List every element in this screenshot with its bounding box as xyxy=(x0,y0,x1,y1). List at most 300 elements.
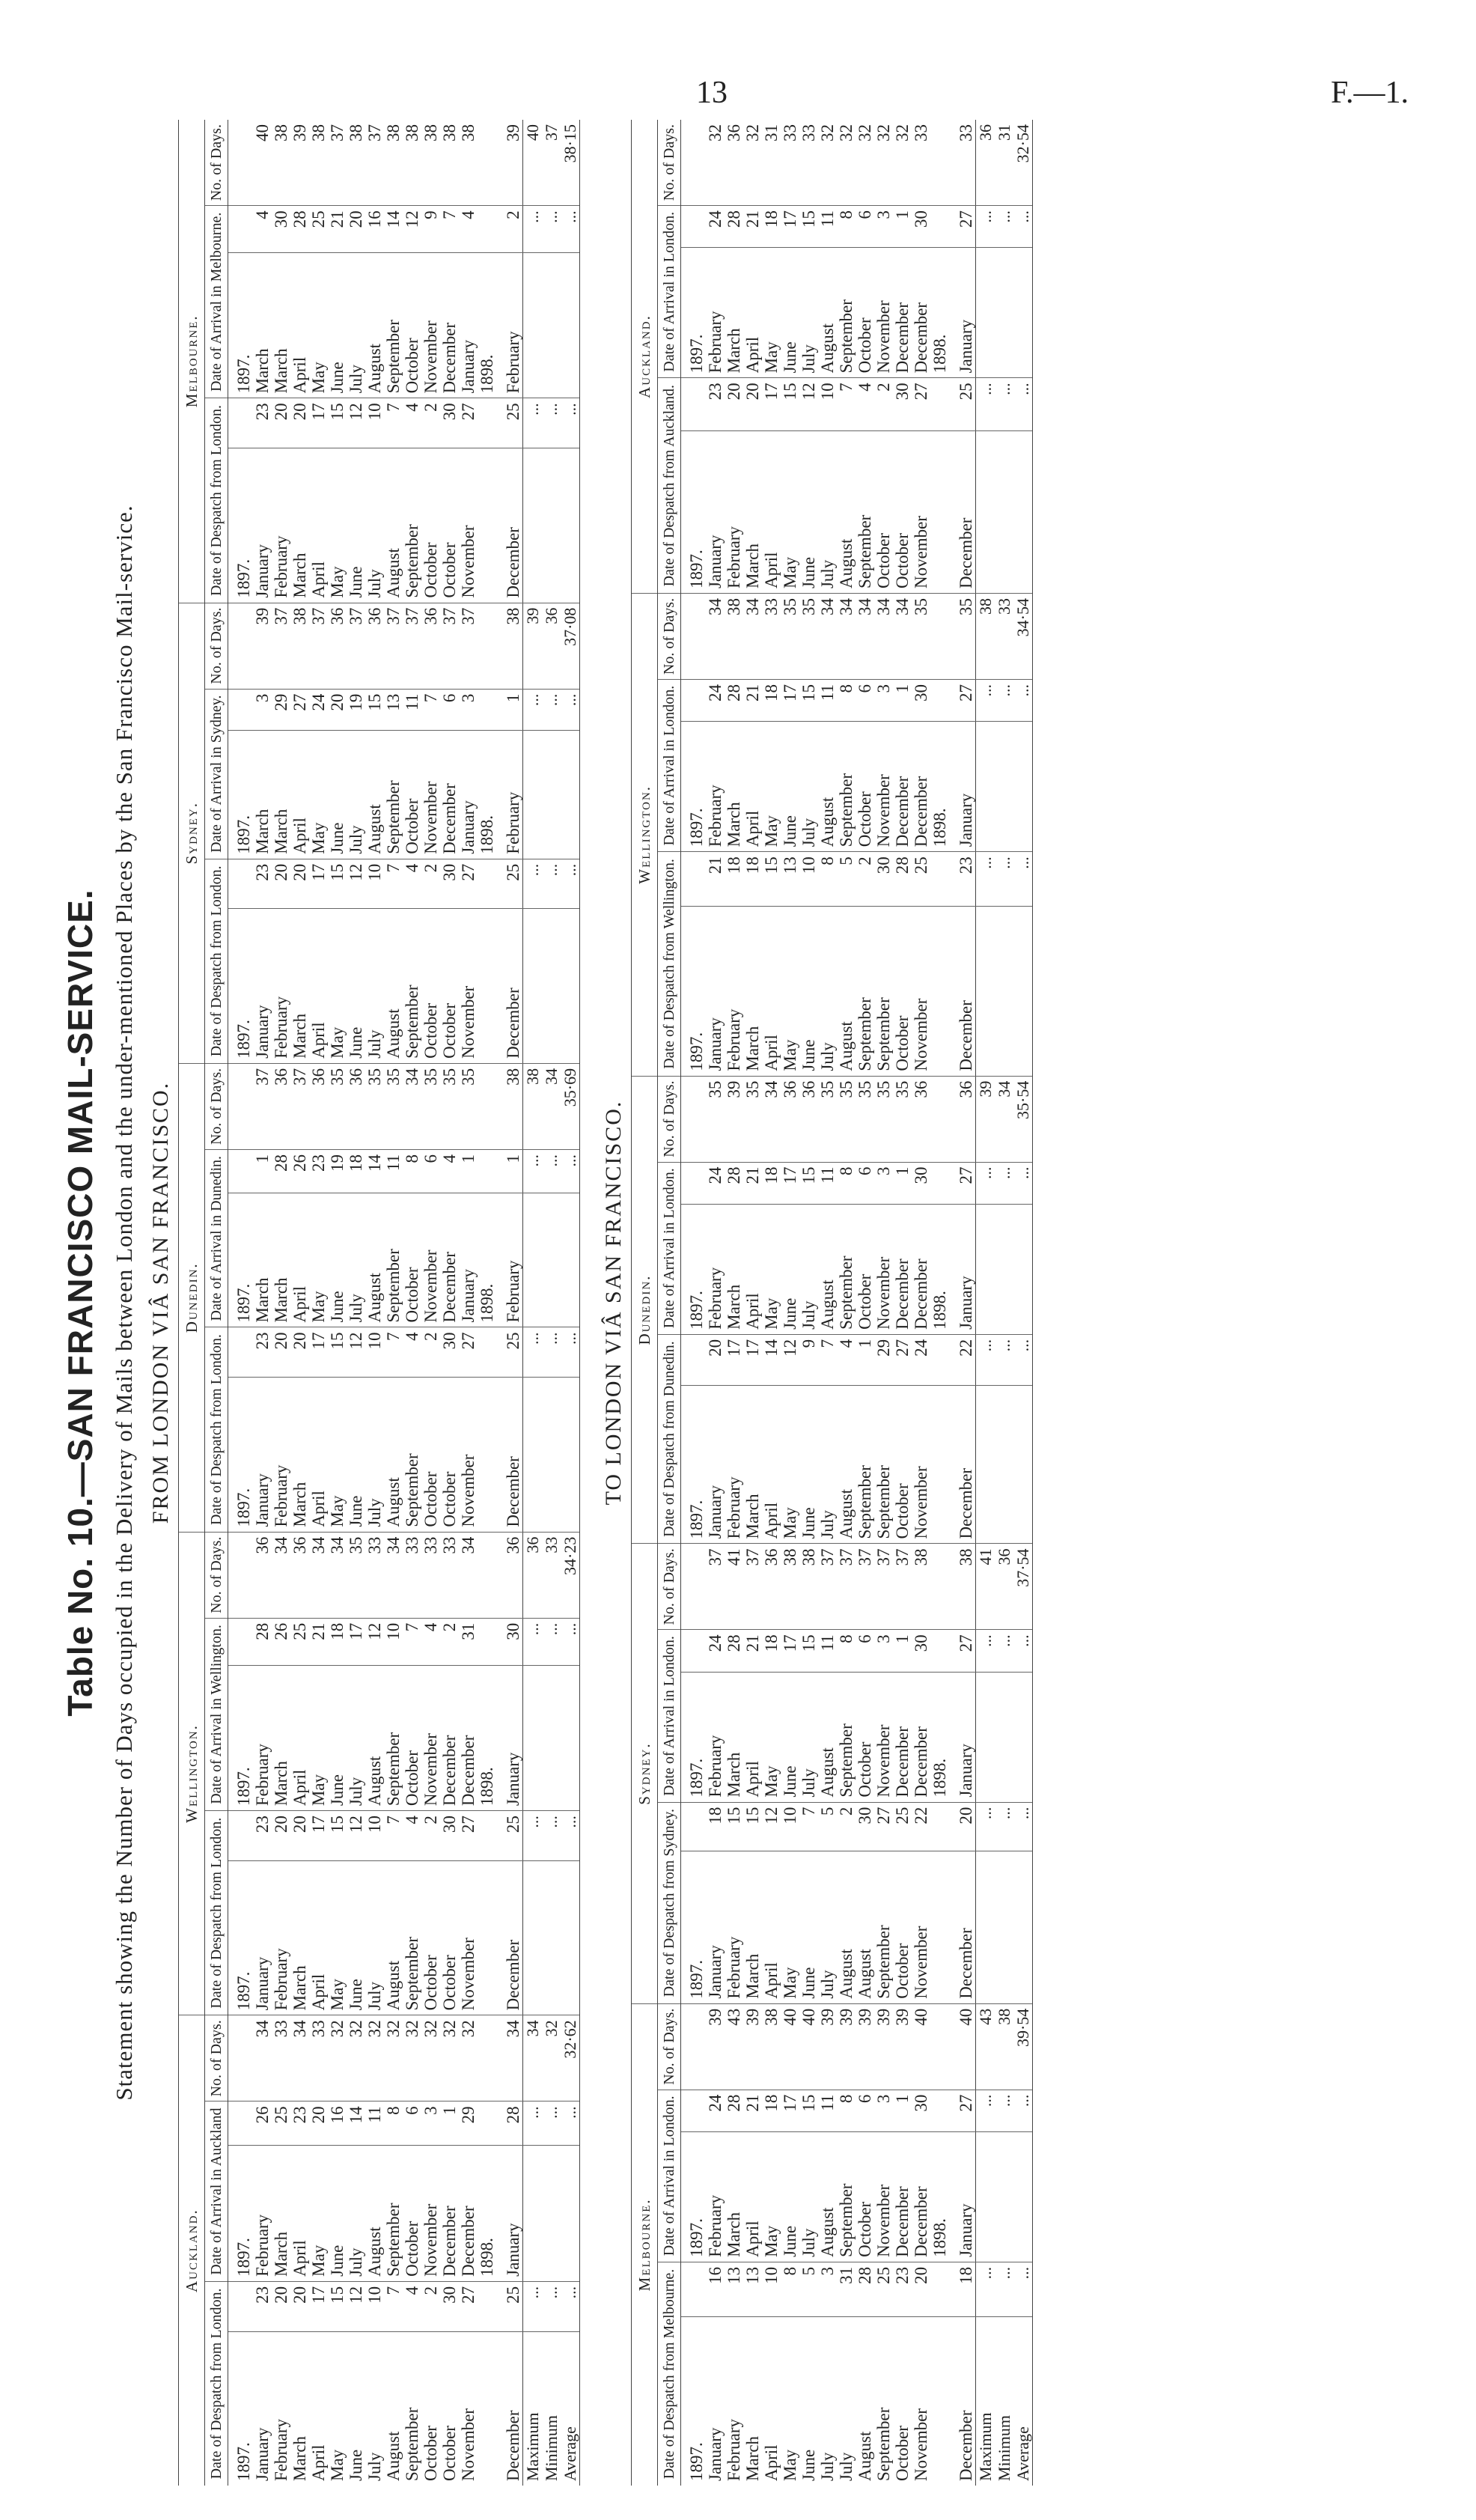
arrival-month: June xyxy=(328,253,347,398)
despatch-month: September xyxy=(403,909,421,1063)
despatch-month: June xyxy=(347,1860,365,2015)
stat-days: 34 xyxy=(523,2015,543,2101)
arrival-column-header: Date of Arrival in London. xyxy=(658,1162,681,1334)
arrival-month: July xyxy=(347,731,365,859)
arrival-month: July xyxy=(347,1193,365,1328)
despatch-month: January xyxy=(706,2427,725,2481)
days-count: 39 xyxy=(290,120,309,206)
despatch-day: 15 xyxy=(328,859,347,909)
arrival-day: 14 xyxy=(384,206,403,253)
arrival-month: June xyxy=(328,2146,347,2282)
stat-dots: ... xyxy=(542,1811,561,1861)
arrival-day: 18 xyxy=(762,206,781,248)
days-count: 34 xyxy=(272,1532,290,1618)
empty-cell xyxy=(561,1193,580,1328)
group-header-melbourne: Melbourne. xyxy=(179,120,205,603)
despatch-month: November xyxy=(459,1378,478,1532)
despatch-day: 17 xyxy=(743,1334,762,1385)
despatch-day: 4 xyxy=(837,1334,856,1385)
arrival-month: June xyxy=(781,1672,799,1802)
arrival-day: 3 xyxy=(421,2101,440,2146)
despatch-month: February xyxy=(725,430,743,593)
arrival-day: 24 xyxy=(309,689,328,730)
days-count: 35 xyxy=(421,1063,440,1149)
days-count: 34 xyxy=(893,594,912,680)
stat-days: 36 xyxy=(976,120,995,206)
days-count: 34 xyxy=(706,594,725,680)
arrival-month: August xyxy=(818,1204,837,1334)
stat-days: 34 xyxy=(542,1063,561,1149)
despatch-day: 10 xyxy=(365,398,384,448)
stat-dots: ... xyxy=(995,2262,1013,2316)
rotated-table-area xyxy=(60,120,1407,2486)
table-row xyxy=(743,120,762,2486)
arrival-month: July xyxy=(347,253,365,398)
days-count: 33 xyxy=(309,2015,328,2101)
empty-cell xyxy=(478,2281,496,2331)
despatch-month: August xyxy=(384,2431,403,2481)
despatch-month: April xyxy=(309,448,328,603)
arrival-month: January xyxy=(949,1204,976,1334)
despatch-month: April xyxy=(762,1386,781,1544)
despatch-day: 4 xyxy=(403,398,421,448)
arrival-day: 21 xyxy=(743,1162,762,1204)
arrival-month: December xyxy=(459,1665,478,1810)
table-row xyxy=(309,120,328,2486)
despatch-month: September xyxy=(856,907,874,1076)
despatch-month: November xyxy=(912,430,930,593)
days-count: 34 xyxy=(403,1063,421,1149)
year-label-arrival: 1897. xyxy=(681,1204,707,1334)
arrival-day: 18 xyxy=(347,1149,365,1193)
arrival-month: September xyxy=(384,2146,403,2282)
arrival-month: September xyxy=(837,1672,856,1802)
arrival-day: 18 xyxy=(762,679,781,721)
empty-cell xyxy=(1013,2131,1033,2262)
arrival-day: 30 xyxy=(912,1630,930,1672)
despatch-day: 5 xyxy=(837,852,856,907)
empty-cell xyxy=(228,2281,254,2331)
stat-days: 32·54 xyxy=(1013,120,1033,206)
days-count: 33 xyxy=(912,120,930,206)
stat-dots: ... xyxy=(976,852,995,907)
arrival-month: March xyxy=(253,253,272,398)
arrival-day: 30 xyxy=(496,1618,523,1665)
despatch-day: 17 xyxy=(309,398,328,448)
year-label-arrival: 1898. xyxy=(930,722,949,852)
arrival-day: 12 xyxy=(365,1618,384,1665)
year-label-arrival: 1897. xyxy=(228,731,254,859)
stat-days: 40 xyxy=(523,120,543,206)
empty-cell xyxy=(976,1204,995,1334)
despatch-day: 25 xyxy=(496,1811,523,1861)
days-count: 36 xyxy=(272,1063,290,1149)
arrival-month: March xyxy=(253,1193,272,1328)
arrival-month: July xyxy=(347,1665,365,1810)
days-count: 37 xyxy=(384,603,403,689)
stat-days: 39 xyxy=(976,1076,995,1162)
empty-cell xyxy=(478,1149,496,1193)
group-header-auckland: Auckland. xyxy=(632,120,658,594)
stat-dots: ... xyxy=(561,2281,580,2331)
despatch-day: 20 xyxy=(272,398,290,448)
arrival-month: January xyxy=(949,2131,976,2262)
empty-cell xyxy=(930,1386,949,1544)
empty-cell xyxy=(561,253,580,398)
days-count: 35 xyxy=(837,1076,856,1162)
arrival-day: 30 xyxy=(912,1162,930,1204)
despatch-month: May xyxy=(328,1378,347,1532)
arrival-month: February xyxy=(706,1672,725,1802)
despatch-day: 12 xyxy=(347,398,365,448)
arrival-column-header: Date of Arrival in London. xyxy=(658,206,681,378)
stat-dots: ... xyxy=(1013,378,1033,430)
despatch-day: 20 xyxy=(949,1802,976,1851)
despatch-day: 12 xyxy=(347,1811,365,1861)
despatch-month: February xyxy=(272,1860,290,2015)
despatch-day: 17 xyxy=(762,378,781,430)
empty-cell xyxy=(976,1851,995,2003)
days-count: 35 xyxy=(874,1076,893,1162)
days-count: 39 xyxy=(725,1076,743,1162)
days-count: 32 xyxy=(706,120,725,206)
stat-days: 32 xyxy=(542,2015,561,2101)
stat-label: Minimum xyxy=(542,2414,561,2481)
arrival-day: 28 xyxy=(253,1618,272,1665)
table-row xyxy=(272,120,290,2486)
despatch-month: July xyxy=(818,1851,837,2003)
days-count: 36 xyxy=(365,603,384,689)
despatch-day: 21 xyxy=(706,852,725,907)
arrival-day: 3 xyxy=(874,206,893,248)
despatch-month: June xyxy=(347,1378,365,1532)
days-count: 38 xyxy=(347,120,365,206)
arrival-month: March xyxy=(725,722,743,852)
despatch-day: 2 xyxy=(421,398,440,448)
despatch-month: April xyxy=(762,907,781,1076)
despatch-month: July xyxy=(818,907,837,1076)
year-label-despatch: 1897. xyxy=(681,1851,707,2003)
despatch-day: 22 xyxy=(949,1334,976,1385)
days-count: 32 xyxy=(459,2015,478,2101)
empty-cell xyxy=(228,1327,254,1378)
empty-cell xyxy=(478,2015,496,2101)
arrival-month: February xyxy=(253,1665,272,1810)
empty-cell xyxy=(681,1802,707,1851)
arrival-month: March xyxy=(272,1665,290,1810)
days-count: 35 xyxy=(949,594,976,680)
days-column-header: No. of Days. xyxy=(658,2003,681,2090)
despatch-month: July xyxy=(818,430,837,593)
days-count: 35 xyxy=(818,1076,837,1162)
despatch-day: 7 xyxy=(384,859,403,909)
arrival-month: November xyxy=(421,1665,440,1810)
arrival-day: 17 xyxy=(781,206,799,248)
stat-dots: ... xyxy=(995,1162,1013,1204)
days-count: 38 xyxy=(496,1063,523,1149)
despatch-day: 10 xyxy=(365,1327,384,1378)
empty-cell xyxy=(681,679,707,721)
despatch-month: September xyxy=(856,430,874,593)
arrival-month: December xyxy=(893,1672,912,1802)
despatch-month: May xyxy=(328,909,347,1063)
days-count: 35 xyxy=(328,1063,347,1149)
despatch-day: 10 xyxy=(762,2262,781,2316)
arrival-month: December xyxy=(912,1672,930,1802)
empty-cell xyxy=(681,2262,707,2316)
year-label-arrival: 1897. xyxy=(228,1193,254,1328)
despatch-day: 30 xyxy=(874,852,893,907)
days-count: 37 xyxy=(856,1544,874,1630)
despatch-month: May xyxy=(328,2449,347,2481)
arrival-day: 16 xyxy=(365,206,384,253)
days-count: 34 xyxy=(384,1532,403,1618)
group-header-auckland: Auckland. xyxy=(179,2015,205,2486)
arrival-day: 1 xyxy=(893,2090,912,2131)
arrival-day: 11 xyxy=(365,2101,384,2146)
days-count: 34 xyxy=(818,594,837,680)
days-count: 38 xyxy=(403,120,421,206)
empty-cell xyxy=(542,731,561,859)
arrival-month: December xyxy=(912,248,930,378)
days-count: 34 xyxy=(856,594,874,680)
empty-cell xyxy=(478,2331,496,2486)
arrival-month: March xyxy=(725,1672,743,1802)
stat-dots: ... xyxy=(523,1811,543,1861)
empty-cell xyxy=(1013,248,1033,378)
empty-cell xyxy=(930,120,949,206)
arrival-month: July xyxy=(799,248,818,378)
days-count: 38 xyxy=(762,2003,781,2090)
arrival-column-header: Date of Arrival in London. xyxy=(658,679,681,851)
empty-cell xyxy=(995,430,1013,593)
arrival-column-header: Date of Arrival in Sydney. xyxy=(205,689,228,859)
arrival-day: 11 xyxy=(818,2090,837,2131)
despatch-month: June xyxy=(799,1851,818,2003)
days-column-header: No. of Days. xyxy=(205,2015,228,2101)
table-row xyxy=(421,120,440,2486)
empty-cell xyxy=(681,1630,707,1672)
arrival-day: 21 xyxy=(743,2090,762,2131)
stat-dots: ... xyxy=(1013,1334,1033,1385)
empty-cell xyxy=(930,852,949,907)
despatch-month: October xyxy=(440,1378,459,1532)
despatch-day: 12 xyxy=(781,1334,799,1385)
arrival-month: December xyxy=(440,253,459,398)
despatch-day: 2 xyxy=(837,1802,856,1851)
arrival-day: 11 xyxy=(403,689,421,730)
arrival-month: April xyxy=(743,1204,762,1334)
arrival-day: 27 xyxy=(949,206,976,248)
despatch-month: December xyxy=(949,907,976,1076)
despatch-month: February xyxy=(272,2418,290,2481)
empty-cell xyxy=(995,907,1013,1076)
arrival-day: 4 xyxy=(459,206,478,253)
arrival-day: 8 xyxy=(837,2090,856,2131)
empty-cell xyxy=(228,1618,254,1665)
arrival-month: May xyxy=(762,722,781,852)
stat-dots: ... xyxy=(523,1618,543,1665)
despatch-day: 10 xyxy=(781,1802,799,1851)
empty-cell xyxy=(681,206,707,248)
arrival-day: 25 xyxy=(272,2101,290,2146)
despatch-month: May xyxy=(328,448,347,603)
arrival-month: August xyxy=(365,1193,384,1328)
days-count: 39 xyxy=(253,603,272,689)
arrival-month: April xyxy=(743,2131,762,2262)
empty-cell xyxy=(228,1532,254,1618)
despatch-day: 31 xyxy=(837,2262,856,2316)
arrival-month: August xyxy=(818,722,837,852)
arrival-day: 17 xyxy=(781,2090,799,2131)
table-row xyxy=(347,120,365,2486)
despatch-month: August xyxy=(384,909,403,1063)
days-count: 38 xyxy=(309,120,328,206)
days-count: 35 xyxy=(440,1063,459,1149)
despatch-month: December xyxy=(949,1386,976,1544)
arrival-column-header: Date of Arrival in Wellington. xyxy=(205,1618,228,1810)
empty-cell xyxy=(1013,907,1033,1076)
empty-cell xyxy=(561,731,580,859)
year-label-arrival: 1897. xyxy=(228,1665,254,1810)
arrival-day: 20 xyxy=(347,206,365,253)
empty-cell xyxy=(930,2090,949,2131)
empty-cell xyxy=(1013,430,1033,593)
arrival-day: 26 xyxy=(290,1149,309,1193)
stat-days: 39 xyxy=(523,603,543,689)
empty-cell xyxy=(976,722,995,852)
year-label-despatch: 1897. xyxy=(228,1378,254,1532)
year-label-arrival: 1897. xyxy=(681,2131,707,2262)
arrival-day: 21 xyxy=(743,1630,762,1672)
despatch-month: December xyxy=(496,909,523,1063)
despatch-month: December xyxy=(957,2410,975,2481)
arrival-month: November xyxy=(874,722,893,852)
despatch-month: October xyxy=(421,1860,440,2015)
despatch-month: October xyxy=(893,907,912,1076)
stat-dots: ... xyxy=(1013,679,1033,721)
arrival-day: 8 xyxy=(837,1162,856,1204)
despatch-day: 15 xyxy=(328,2281,347,2331)
arrival-month: April xyxy=(290,253,309,398)
despatch-month: October xyxy=(893,430,912,593)
days-count: 37 xyxy=(290,1063,309,1149)
days-count: 35 xyxy=(743,1076,762,1162)
despatch-month: January xyxy=(253,1378,272,1532)
year-label-despatch: 1897. xyxy=(234,2442,253,2481)
arrival-day: 3 xyxy=(874,1162,893,1204)
stat-dots: ... xyxy=(542,1327,561,1378)
days-count: 37 xyxy=(272,603,290,689)
empty-cell xyxy=(930,1076,949,1162)
arrival-day: 26 xyxy=(253,2101,272,2146)
empty-cell xyxy=(995,2131,1013,2262)
arrival-month: October xyxy=(403,731,421,859)
empty-cell xyxy=(1013,1204,1033,1334)
arrival-day: 8 xyxy=(837,1630,856,1672)
despatch-month: August xyxy=(856,1851,874,2003)
despatch-day: 15 xyxy=(725,1802,743,1851)
days-count: 37 xyxy=(403,603,421,689)
empty-cell xyxy=(1013,1386,1033,1544)
empty-cell xyxy=(995,1204,1013,1334)
table-number: Table No. 10.— xyxy=(61,1461,100,1717)
despatch-day: 12 xyxy=(347,859,365,909)
table-row xyxy=(403,120,421,2486)
despatch-day: 13 xyxy=(743,2262,762,2316)
despatch-day: 20 xyxy=(290,859,309,909)
despatch-day: 25 xyxy=(496,398,523,448)
stat-dots: ... xyxy=(995,1334,1013,1385)
stat-days: 36 xyxy=(523,1532,543,1618)
days-count: 39 xyxy=(893,2003,912,2090)
arrival-column-header: Date of Arrival in London. xyxy=(658,1630,681,1802)
arrival-day: 7 xyxy=(421,689,440,730)
stat-dots: ... xyxy=(976,2262,995,2316)
days-count: 34 xyxy=(743,594,762,680)
arrival-day: 1 xyxy=(253,1149,272,1193)
stat-dots: ... xyxy=(976,2090,995,2131)
days-count: 36 xyxy=(290,1532,309,1618)
despatch-month: February xyxy=(725,907,743,1076)
year-label-arrival: 1898. xyxy=(930,2131,949,2262)
arrival-month: March xyxy=(725,1204,743,1334)
stat-dots: ... xyxy=(1013,1162,1033,1204)
arrival-day: 3 xyxy=(874,679,893,721)
stat-dots: ... xyxy=(976,1162,995,1204)
empty-cell xyxy=(681,378,707,430)
days-count: 35 xyxy=(459,1063,478,1149)
despatch-day: 15 xyxy=(328,1327,347,1378)
despatch-day: 17 xyxy=(309,1327,328,1378)
days-count: 32 xyxy=(384,2015,403,2101)
days-count: 36 xyxy=(421,603,440,689)
arrival-column-header: Date of Arrival in Auckland xyxy=(205,2101,228,2281)
empty-cell xyxy=(930,378,949,430)
arrival-day: 1 xyxy=(893,1630,912,1672)
despatch-month: December xyxy=(496,1378,523,1532)
days-count: 32 xyxy=(440,2015,459,2101)
table-row xyxy=(781,120,799,2486)
empty-cell xyxy=(561,1665,580,1810)
arrival-day: 25 xyxy=(290,1618,309,1665)
year-label-arrival: 1897. xyxy=(228,253,254,398)
arrival-month: April xyxy=(290,731,309,859)
arrival-month: January xyxy=(459,253,478,398)
despatch-day: 28 xyxy=(893,852,912,907)
despatch-day: 20 xyxy=(272,1327,290,1378)
days-count: 36 xyxy=(496,1532,523,1618)
arrival-month: August xyxy=(365,1665,384,1810)
year-label-arrival: 1898. xyxy=(478,2146,496,2282)
arrival-day: 6 xyxy=(856,206,874,248)
despatch-day: 23 xyxy=(253,398,272,448)
arrival-day: 20 xyxy=(328,689,347,730)
to-london-table xyxy=(631,120,1033,2486)
arrival-day: 24 xyxy=(706,206,725,248)
stat-dots: ... xyxy=(561,1811,580,1861)
despatch-month: October xyxy=(893,2425,912,2481)
stat-label: Average xyxy=(561,2331,580,2486)
arrival-month: July xyxy=(799,2131,818,2262)
arrival-day: 28 xyxy=(272,1149,290,1193)
arrival-column-header: Date of Arrival in Dunedin. xyxy=(205,1149,228,1327)
stat-days: 34·23 xyxy=(561,1532,580,1618)
arrival-day: 10 xyxy=(384,1618,403,1665)
despatch-day: 12 xyxy=(799,378,818,430)
despatch-day: 13 xyxy=(781,852,799,907)
arrival-day: 14 xyxy=(365,1149,384,1193)
